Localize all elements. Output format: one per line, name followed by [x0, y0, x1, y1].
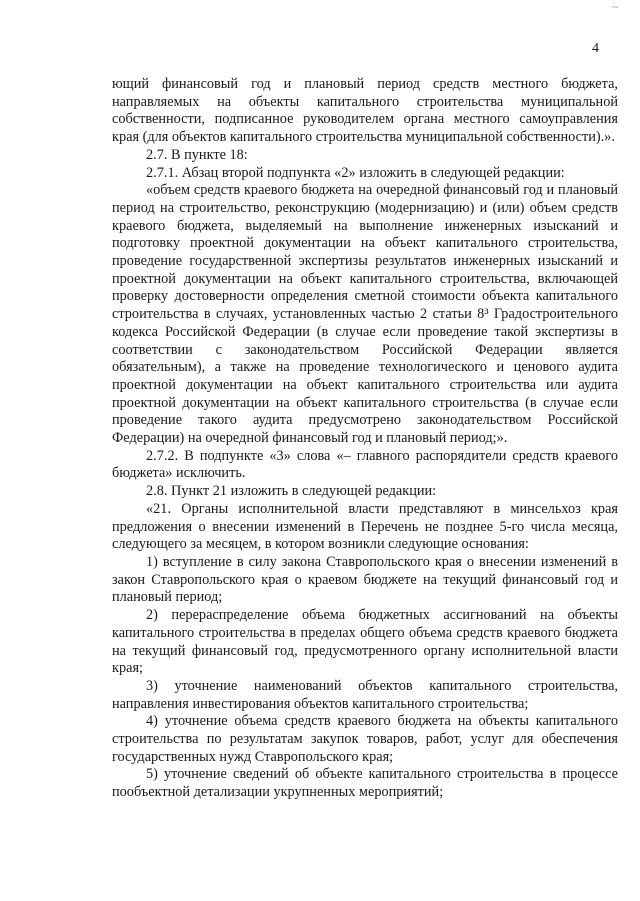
paragraph: 2.7.2. В подпункте «3» слова «– главного распорядители средств краевого бюджета» исключить.	[112, 447, 618, 482]
paragraph: ющий финансовый год и плановый период средств местного бюджета, направляемых на объекты капитального строительства муниципальной собственности, подписанное руководителем органа местного самоуправления края (для объектов капитального строительства муниципальной собственности).».	[112, 76, 618, 146]
paragraph: «объем средств краевого бюджета на очередной финансовый год и плановый период на строительство, реконструкцию (модернизацию) и (или) объем средств краевого бюджета, выделяемый на выполнение инженерных изысканий и подготовку проектной документации на объект капитального строительства, проведение государственной экспертизы результатов инженерных изысканий и проектной документации на объект капитального строительства, включающей проверку достоверности определения сметной стоимости объекта капитального строительства в случаях, установленных частью 2 статьи 8³ Градостроительного кодекса Российской Федерации (в случае если проведение такой экспертизы в соответствии с законодательством Российской Федерации является обязательным), а также на проведение технологического и ценового аудита проектной документации на объект капитального строительства или аудита проектной документации на объект капитального строительства (в случае если проведение такого аудита предусмотрено законодательством Российской Федерации) на очередной финансовый год и плановый период;».	[112, 182, 618, 447]
paragraph: 2.8. Пункт 21 изложить в следующей редакции:	[146, 483, 437, 500]
paragraph: 2.7. В пункте 18:	[146, 146, 248, 163]
list-item: 3) уточнение наименований объектов капитального строительства, направления инвестирования объектов капитального строительства;	[112, 677, 618, 712]
list-item: 5) уточнение сведений об объекте капитального строительства в процессе пообъектной детализации укрупненных мероприятий;	[112, 766, 618, 801]
paragraph: 2.7.1. Абзац второй подпункта «2» изложить в следующей редакции:	[146, 164, 565, 181]
list-item: 4) уточнение объема средств краевого бюджета на объекты капитального строительства по результатам закупок товаров, работ, услуг для обеспечения государственных нужд Ставропольского края;	[112, 713, 618, 765]
page-number: 4	[592, 41, 599, 56]
list-item: 2) перераспределение объема бюджетных ассигнований на объекты капитального строительства в пределах общего объема средств краевого бюджета на текущий финансовый год, предусмотренного органу исполнительной власти края;	[112, 607, 618, 677]
paragraph: «21. Органы исполнительной власти представляют в минсельхоз края предложения о внесении изменений в Перечень не позднее 5-го числа месяца, следующего за месяцем, в котором возникли следующие основания:	[112, 500, 618, 553]
document-body	[112, 76, 618, 802]
list-item: 1) вступление в силу закона Ставропольского края о внесении изменений в закон Ставропольского края о краевом бюджете на текущий финансовый год и плановый период;	[112, 553, 618, 606]
scan-mark: ~	[612, 0, 619, 14]
